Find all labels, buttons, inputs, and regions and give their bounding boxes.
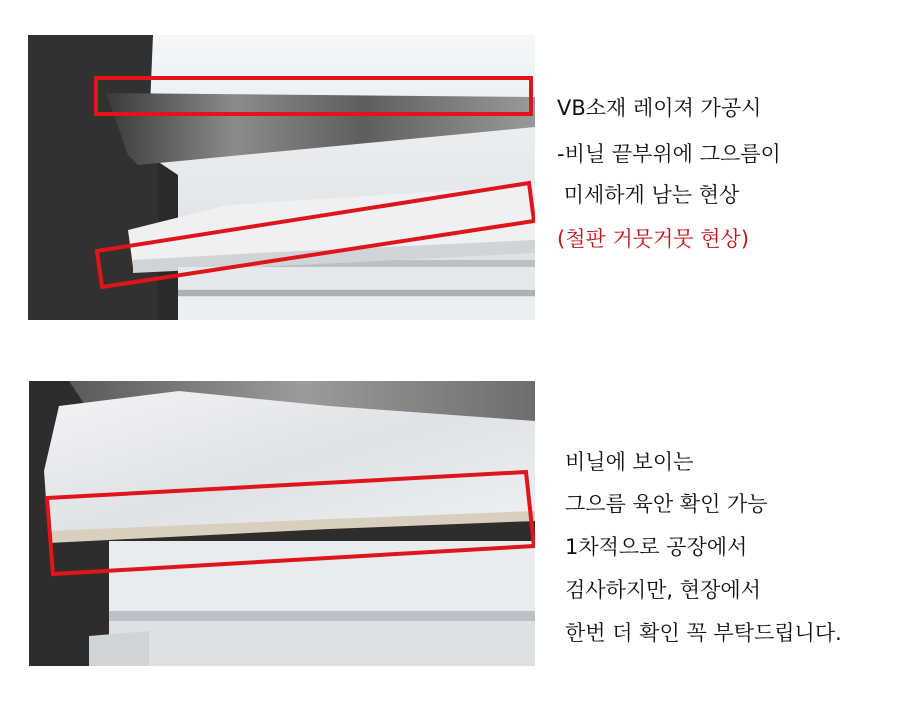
caption-line: 1차적으로 공장에서 xyxy=(565,535,748,559)
caption-line-red: (철판 거뭇거뭇 현상) xyxy=(557,227,750,251)
caption-line: 그으름 육안 확인 가능 xyxy=(565,492,768,516)
caption-line: VB소재 레이져 가공시 xyxy=(557,96,762,120)
caption-top xyxy=(557,98,897,268)
caption-line: 비닐에 보이는 xyxy=(565,450,694,474)
caption-line: 한번 더 확인 꼭 부탁드립니다. xyxy=(565,621,842,645)
caption-line: -비닐 끝부위에 그으름이 xyxy=(557,142,781,166)
caption-line: 미세하게 남는 현상 xyxy=(557,183,740,207)
caption-bottom xyxy=(565,452,905,652)
caption-line: 검사하지만, 현장에서 xyxy=(565,578,761,602)
photo-top xyxy=(28,35,535,320)
photo-bottom xyxy=(29,381,535,666)
